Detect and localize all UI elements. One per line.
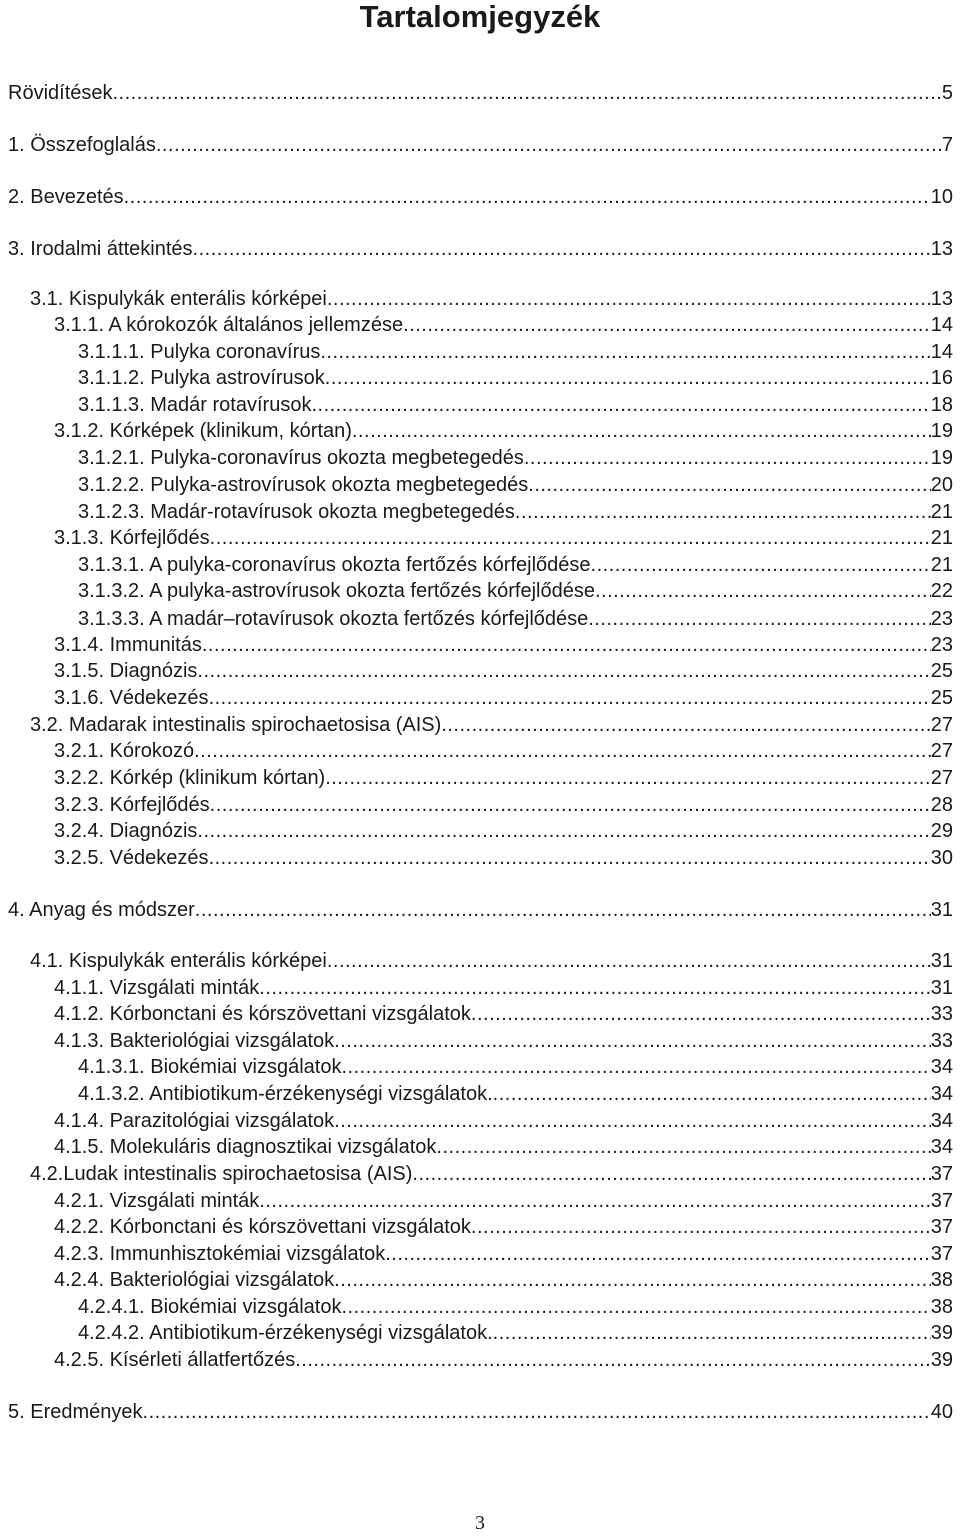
toc-entry-page: 13 xyxy=(930,238,953,260)
toc-entry[interactable] xyxy=(78,1320,953,1346)
toc-entry[interactable] xyxy=(54,975,953,1001)
toc-entry-page: 14 xyxy=(930,341,953,363)
toc-entry-label: 3.1.5. Diagnózis xyxy=(54,660,198,682)
toc-entry[interactable] xyxy=(54,845,953,871)
toc-entry-page: 31 xyxy=(930,977,953,999)
toc-entry-label: 4.2.3. Immunhisztokémiai vizsgálatok xyxy=(54,1243,386,1265)
toc-entry-page: 34 xyxy=(930,1136,953,1158)
toc-entry[interactable] xyxy=(54,1214,953,1240)
toc-entry-label: 4.1.3.1. Biokémiai vizsgálatok xyxy=(78,1056,342,1078)
toc-entry-page: 25 xyxy=(930,687,953,709)
toc-entry[interactable] xyxy=(8,132,953,158)
toc-dot-leader xyxy=(193,236,931,262)
toc-entry-page: 13 xyxy=(930,288,953,310)
toc-dot-leader xyxy=(595,578,931,604)
toc-dot-leader xyxy=(197,658,930,684)
toc-dot-leader xyxy=(493,1320,931,1346)
toc-entry-label: 4.2.Ludak intestinalis spirochaetosisa (AIS) xyxy=(30,1163,413,1185)
toc-entry-page: 34 xyxy=(930,1083,953,1105)
toc-dot-leader xyxy=(352,418,931,444)
toc-dot-leader xyxy=(327,286,931,312)
toc-entry-label: 3.1.1.1. Pulyka coronavírus xyxy=(78,341,321,363)
toc-entry[interactable] xyxy=(8,184,953,210)
toc-entry-page: 37 xyxy=(930,1216,953,1238)
toc-dot-leader xyxy=(588,606,930,632)
toc-dot-leader xyxy=(403,312,931,338)
toc-entry-page: 27 xyxy=(930,714,953,736)
toc-entry-page: 29 xyxy=(930,820,953,842)
page-title: Tartalomjegyzék xyxy=(359,0,601,34)
toc-entry-page: 31 xyxy=(930,899,953,921)
toc-entry-label: 5. Eredmények xyxy=(8,1401,143,1423)
toc-entry-page: 31 xyxy=(930,950,953,972)
toc-entry-label: 3.1.4. Immunitás xyxy=(54,634,202,656)
toc-entry-label: 4.1.3.2. Antibiotikum-érzékenységi vizsgálatok. xyxy=(78,1083,493,1105)
toc-entry[interactable] xyxy=(54,1241,953,1267)
toc-entry-page: 21 xyxy=(930,501,953,523)
toc-dot-leader xyxy=(441,712,930,738)
toc-entry-label: 3.2.1. Kórokozó xyxy=(54,740,195,762)
toc-entry-label: 1. Összefoglalás xyxy=(8,134,156,156)
toc-dot-leader xyxy=(209,685,931,711)
toc-entry-page: 38 xyxy=(930,1296,953,1318)
toc-entry-label: 3.1.2.1. Pulyka-coronavírus okozta megbetegedés xyxy=(78,447,524,469)
toc-entry-page: 19 xyxy=(930,420,953,442)
toc-entry-label: 3.1.1.3. Madár rotavírusok xyxy=(78,394,312,416)
toc-entry[interactable] xyxy=(78,499,953,525)
toc-dot-leader xyxy=(311,392,930,418)
toc-entry-label: 3.2.4. Diagnózis xyxy=(54,820,198,842)
toc-entry-label: 3.1.2.3. Madár-rotavírusok okozta megbetegedés xyxy=(78,501,515,523)
toc-entry[interactable] xyxy=(8,897,953,923)
toc-dot-leader xyxy=(385,1241,931,1267)
toc-entry-page: 21 xyxy=(930,554,953,576)
toc-dot-leader xyxy=(412,1161,930,1187)
toc-dot-leader xyxy=(195,897,931,923)
toc-dot-leader xyxy=(113,80,942,106)
toc-entry-page: 28 xyxy=(930,794,953,816)
toc-entry-page: 25 xyxy=(930,660,953,682)
toc-entry-label: 3.1.3.1. A pulyka-coronavírus okozta fertőzés kórfejlődése xyxy=(78,554,591,576)
toc-dot-leader xyxy=(334,1267,931,1293)
toc-entry-page: 30 xyxy=(930,847,953,869)
toc-entry-page: 37 xyxy=(930,1243,953,1265)
toc-entry-page: 21 xyxy=(930,527,953,549)
toc-entry[interactable] xyxy=(54,632,953,658)
toc-entry-page: 7 xyxy=(941,134,953,156)
toc-entry[interactable] xyxy=(78,1054,953,1080)
toc-dot-leader xyxy=(325,365,931,391)
toc-entry-page: 5 xyxy=(941,82,953,104)
toc-entry-label: 4. Anyag és módszer xyxy=(8,899,195,921)
toc-dot-leader xyxy=(334,1028,931,1054)
toc-entry-label: 4.2.4.2. Antibiotikum-érzékenységi vizsgálatok. xyxy=(78,1322,493,1344)
toc-dot-leader xyxy=(334,1108,931,1134)
toc-entry-page: 18 xyxy=(930,394,953,416)
toc-entry[interactable] xyxy=(54,738,953,764)
toc-entry[interactable] xyxy=(54,418,953,444)
toc-entry-page: 40 xyxy=(930,1401,953,1423)
toc-entry[interactable] xyxy=(78,1081,953,1107)
toc-dot-leader xyxy=(202,632,931,658)
toc-entry-label: 4.2.5. Kísérleti állatfertőzés xyxy=(54,1349,296,1371)
toc-entry[interactable] xyxy=(78,392,953,418)
toc-dot-leader xyxy=(210,525,931,551)
toc-entry[interactable] xyxy=(54,658,953,684)
toc-entry[interactable] xyxy=(78,606,953,632)
toc-entry-page: 20 xyxy=(930,474,953,496)
toc-entry[interactable] xyxy=(30,712,953,738)
toc-dot-leader xyxy=(341,1054,930,1080)
toc-entry[interactable] xyxy=(54,1188,953,1214)
toc-entry-page: 34 xyxy=(930,1056,953,1078)
toc-entry[interactable] xyxy=(54,1267,953,1293)
toc-entry[interactable] xyxy=(78,365,953,391)
toc-entry-page: 10 xyxy=(930,186,953,208)
toc-entry-label: Rövidítések xyxy=(8,82,113,104)
toc-entry[interactable] xyxy=(54,312,953,338)
toc-entry-label: 4.1. Kispulykák enterális kórképei xyxy=(30,950,327,972)
toc-entry-label: 3.1.1. A kórokozók általános jellemzése xyxy=(54,314,404,336)
toc-entry[interactable] xyxy=(54,818,953,844)
page-number: 3 xyxy=(475,1512,485,1534)
toc-entry-page: 16 xyxy=(930,367,953,389)
toc-dot-leader xyxy=(327,948,931,974)
toc-dot-leader xyxy=(436,1134,930,1160)
toc-dot-leader xyxy=(124,184,931,210)
toc-entry-label: 3.2.2. Kórkép (klinikum kórtan) xyxy=(54,767,326,789)
toc-dot-leader xyxy=(591,552,931,578)
toc-entry-label: 4.1.3. Bakteriológiai vizsgálatok xyxy=(54,1030,335,1052)
toc-entry[interactable] xyxy=(30,1161,953,1187)
toc-entry[interactable] xyxy=(54,525,953,551)
toc-entry-page: 27 xyxy=(930,740,953,762)
toc-entry-page: 34 xyxy=(930,1110,953,1132)
toc-dot-leader xyxy=(325,765,931,791)
toc-entry-page: 23 xyxy=(930,634,953,656)
toc-entry-page: 39 xyxy=(930,1349,953,1371)
toc-entry-page: 33 xyxy=(930,1030,953,1052)
toc-entry[interactable] xyxy=(54,1134,953,1160)
toc-entry-label: 4.1.4. Parazitológiai vizsgálatok xyxy=(54,1110,335,1132)
toc-entry[interactable] xyxy=(8,1399,953,1425)
toc-dot-leader xyxy=(471,1001,931,1027)
toc-entry-page: 37 xyxy=(930,1163,953,1185)
toc-dot-leader xyxy=(210,792,931,818)
toc-entry[interactable] xyxy=(30,948,953,974)
toc-entry-page: 27 xyxy=(930,767,953,789)
toc-entry-page: 38 xyxy=(930,1269,953,1291)
toc-dot-leader xyxy=(295,1347,931,1373)
toc-entry[interactable] xyxy=(78,445,953,471)
toc-entry-label: 3.1.1.2. Pulyka astrovírusok xyxy=(78,367,325,389)
toc-entry[interactable] xyxy=(78,339,953,365)
toc-dot-leader xyxy=(515,499,931,525)
toc-entry-label: 4.2.4.1. Biokémiai vizsgálatok xyxy=(78,1296,342,1318)
toc-dot-leader xyxy=(471,1214,931,1240)
toc-entry-label: 3.1. Kispulykák enterális kórképei xyxy=(30,288,327,310)
toc-entry-label: 4.2.2. Kórbonctani és kórszövettani vizsgálatok xyxy=(54,1216,471,1238)
toc-entry[interactable] xyxy=(54,765,953,791)
toc-entry-label: 3.2.5. Védekezés xyxy=(54,847,209,869)
toc-entry-label: 3. Irodalmi áttekintés xyxy=(8,238,193,260)
toc-entry[interactable] xyxy=(54,1347,953,1373)
toc-entry[interactable] xyxy=(54,1001,953,1027)
toc-entry[interactable] xyxy=(54,685,953,711)
toc-dot-leader xyxy=(320,339,930,365)
toc-entry-label: 3.2. Madarak intestinalis spirochaetosisa (AIS) xyxy=(30,714,442,736)
toc-entry[interactable] xyxy=(54,792,953,818)
toc-entry-label: 4.1.2. Kórbonctani és kórszövettani vizsgálatok xyxy=(54,1003,471,1025)
toc-entry-page: 19 xyxy=(930,447,953,469)
toc-dot-leader xyxy=(341,1294,930,1320)
toc-entry-label: 4.2.4. Bakteriológiai vizsgálatok xyxy=(54,1269,335,1291)
toc-entry[interactable] xyxy=(78,578,953,604)
toc-entry-label: 3.1.3.3. A madár–rotavírusok okozta fertőzés kórfejlődése xyxy=(78,608,589,630)
toc-dot-leader xyxy=(259,1188,930,1214)
toc-dot-leader xyxy=(156,132,942,158)
toc-entry-page: 23 xyxy=(930,608,953,630)
toc-entry[interactable] xyxy=(54,1028,953,1054)
toc-entry-label: 3.2.3. Kórfejlődés xyxy=(54,794,210,816)
toc-entry-label: 3.1.3. Kórfejlődés xyxy=(54,527,210,549)
toc-entry[interactable] xyxy=(54,1108,953,1134)
toc-entry[interactable] xyxy=(30,286,953,312)
toc-entry-label: 4.2.1. Vizsgálati minták xyxy=(54,1190,260,1212)
toc-entry-page: 14 xyxy=(930,314,953,336)
toc-entry-label: 3.1.2.2. Pulyka-astrovírusok okozta megbetegedés xyxy=(78,474,529,496)
toc-entry-label: 3.1.6. Védekezés xyxy=(54,687,209,709)
toc-dot-leader xyxy=(528,472,930,498)
toc-entry-label: 3.1.2. Kórképek (klinikum, kórtan) xyxy=(54,420,352,442)
toc-entry[interactable] xyxy=(78,1294,953,1320)
toc-entry[interactable] xyxy=(8,80,953,106)
toc-entry-label: 4.1.1. Vizsgálati minták xyxy=(54,977,260,999)
toc-entry[interactable] xyxy=(78,552,953,578)
toc-entry[interactable] xyxy=(78,472,953,498)
toc-entry-page: 22 xyxy=(930,580,953,602)
toc-entry-label: 4.1.5. Molekuláris diagnosztikai vizsgálatok xyxy=(54,1136,437,1158)
toc-entry-page: 37 xyxy=(930,1190,953,1212)
toc-entry[interactable] xyxy=(8,236,953,262)
toc-dot-leader xyxy=(493,1081,931,1107)
toc-dot-leader xyxy=(524,445,931,471)
toc-entry-label: 3.1.3.2. A pulyka-astrovírusok okozta fertőzés kórfejlődése xyxy=(78,580,595,602)
toc-dot-leader xyxy=(209,845,931,871)
toc-dot-leader xyxy=(197,818,930,844)
toc-dot-leader xyxy=(259,975,930,1001)
toc-dot-leader xyxy=(143,1399,931,1425)
toc-dot-leader xyxy=(194,738,931,764)
toc-entry-page: 39 xyxy=(930,1322,953,1344)
toc-entry-page: 33 xyxy=(930,1003,953,1025)
toc-entry-label: 2. Bevezetés xyxy=(8,186,124,208)
